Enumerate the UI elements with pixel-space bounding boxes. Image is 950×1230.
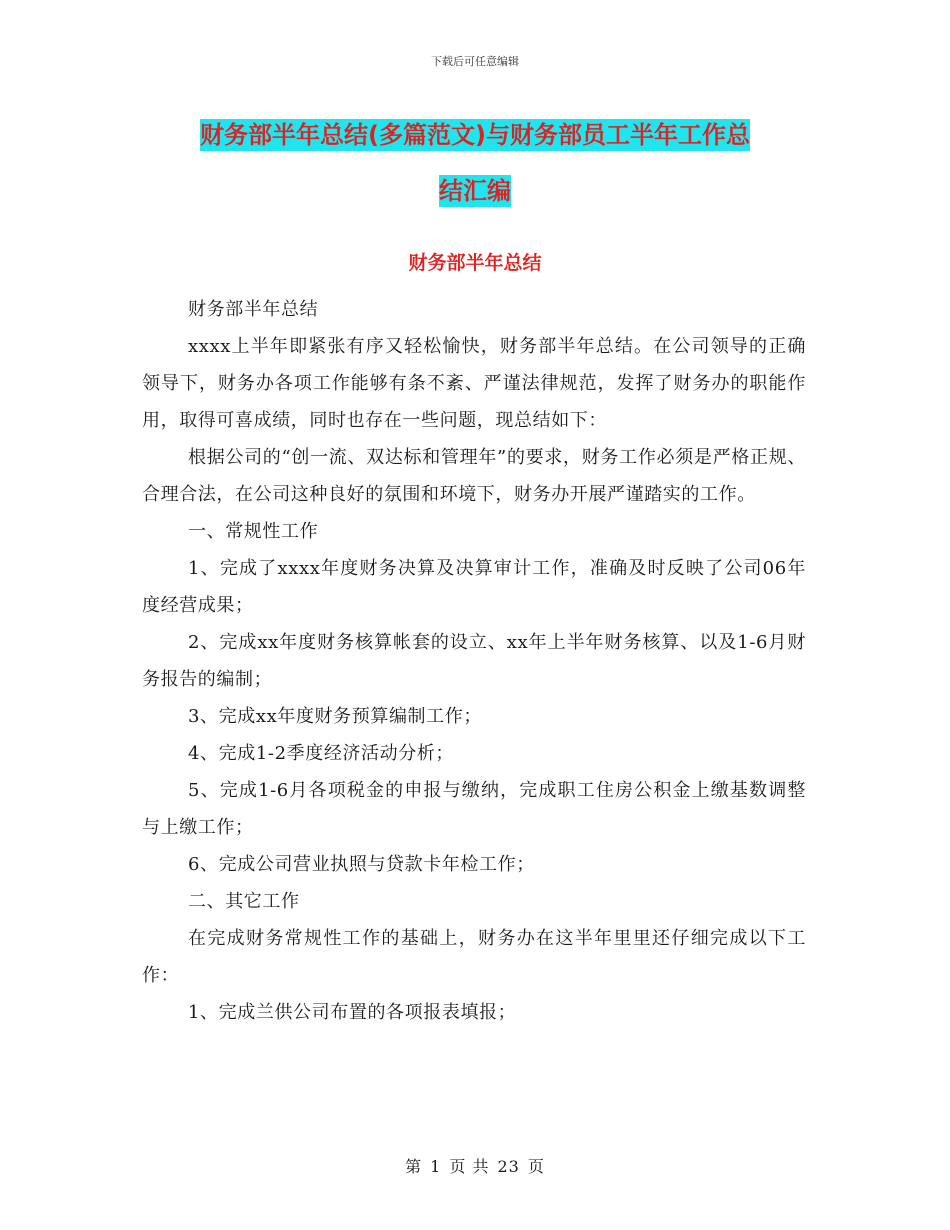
footer-middle: 页 共 <box>449 1157 490 1176</box>
paragraph: 3、完成xx年度财务预算编制工作； <box>188 706 482 727</box>
paragraph: xxxx上半年即紧张有序又轻松愉快，财务部半年总结。在公司领导的正确领导下，财务办各项工作能够有条不紊、严谨法律规范，发挥了财务办的职能作用，取得可喜成绩，同时也存在一些问题，现总结如下： <box>142 336 806 431</box>
document-title <box>140 107 810 219</box>
paragraph: 1、完成了xxxx年度财务决算及决算审计工作，准确及时反映了公司06年度经营成果； <box>142 558 806 616</box>
paragraph: 根据公司的“创一流、双达标和管理年”的要求，财务工作必须是严格正规、合理合法，在公司这种良好的氛围和环境下，财务办开展严谨踏实的工作。 <box>142 447 806 505</box>
document-title-line-2: 结汇编 <box>439 177 511 205</box>
paragraph: 在完成财务常规性工作的基础上，财务办在这半年里里还仔细完成以下工作： <box>142 928 806 986</box>
document-body <box>142 291 806 1031</box>
paragraph: 1、完成兰供公司布置的各项报表填报； <box>188 1002 517 1023</box>
page-header-note: 下载后可任意编辑 <box>431 55 519 68</box>
footer-prefix: 第 <box>405 1157 423 1176</box>
footer-total-pages: 23 <box>497 1157 520 1176</box>
footer-suffix: 页 <box>527 1157 545 1176</box>
paragraph: 2、完成xx年度财务核算帐套的设立、xx年上半年财务核算、以及1-6月财务报告的编制； <box>142 632 806 690</box>
paragraph: 6、完成公司营业执照与贷款卡年检工作； <box>188 854 535 875</box>
paragraph: 4、完成1-2季度经济活动分析； <box>188 743 455 764</box>
section-title: 财务部半年总结 <box>408 252 542 274</box>
paragraph: 一、常规性工作 <box>188 521 319 542</box>
document-title-line-1: 财务部半年总结(多篇范文)与财务部员工半年工作总 <box>200 121 750 149</box>
paragraph: 5、完成1-6月各项税金的申报与缴纳，完成职工住房公积金上缴基数调整与上缴工作； <box>142 780 806 838</box>
page-footer <box>0 1154 950 1177</box>
footer-page-number: 1 <box>430 1157 442 1176</box>
paragraph: 财务部半年总结 <box>188 299 319 320</box>
paragraph: 二、其它工作 <box>188 891 300 912</box>
